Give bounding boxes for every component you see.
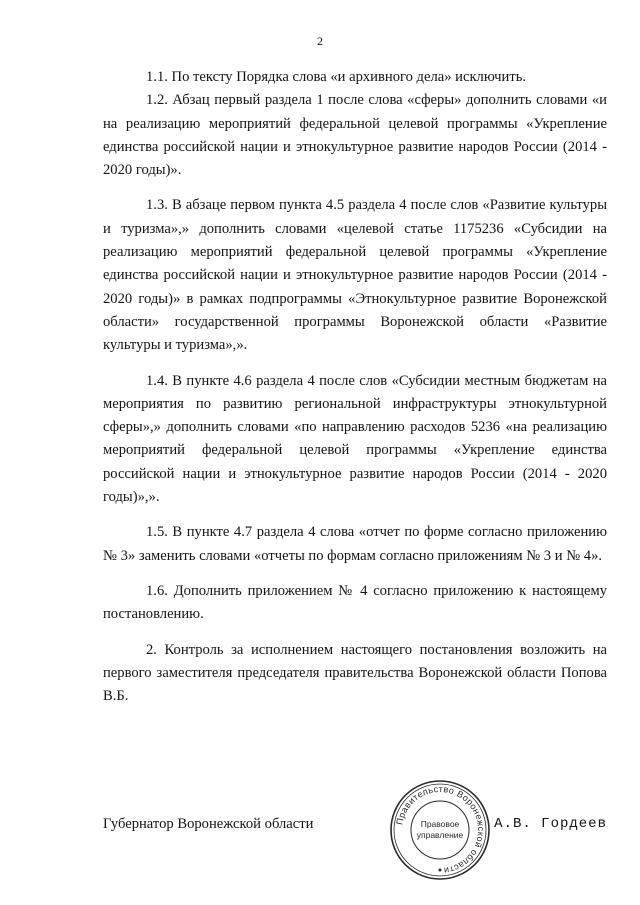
paragraph-1-2: 1.2. Абзац первый раздела 1 после слова «сферы» дополнить словами «и на реализацию мероприятий федеральной целевой программы «Укрепление единства российской нации и этнокультурное развитие народов России (2014 - 2020 годы)».	[103, 92, 607, 179]
stamp-ring-text: Правительство Воронежской области	[394, 783, 487, 876]
page-number: 2	[317, 34, 323, 48]
paragraph-1-5: 1.5. В пункте 4.7 раздела 4 слова «отчет по форме согласно приложению № 3» заменить словами «отчеты по формам согласно приложениям № 3 и № 4».	[103, 524, 607, 564]
paragraph-2: 2. Контроль за исполнением настоящего постановления возложить на первого заместителя председателя правительства Воронежской области Попова В.Б.	[103, 641, 607, 705]
signatory-title: Губернатор Воронежской области	[103, 816, 314, 832]
stamp-center-line-1: Правовое	[420, 819, 460, 829]
signature-block	[103, 816, 607, 840]
stamp-center-line-2: управление	[416, 830, 464, 840]
signatory-name: А.В. Гордеев	[494, 816, 607, 832]
paragraph-1-1: 1.1. По тексту Порядка слова «и архивного дела» исключить.	[146, 69, 527, 85]
document-body	[103, 66, 607, 708]
paragraph-1-6: 1.6. Дополнить приложением № 4 согласно приложению к настоящему постановлению.	[103, 582, 607, 623]
paragraph-1-4: 1.4. В пункте 4.6 раздела 4 после слов «Субсидии местным бюджетам на мероприятия по развитию региональной инфраструктуры этнокультурной сферы»,» дополнить словами «по направлению расходов 5236 «на реализацию мероприятий федеральной целевой программы «Укрепление единства российской нации и этнокультурное развитие народов России (2014 - 2020 годы)»,».	[103, 372, 607, 506]
official-stamp	[388, 778, 492, 882]
paragraph-1-3: 1.3. В абзаце первом пункта 4.5 раздела 4 после слов «Развитие культуры и туризма»,» дополнить словами «целевой статье 1175236 «Субсидии на реализацию мероприятий федеральной целевой программы «Укрепление единства российской нации и этнокультурное развитие народов России (2014 - 2020 годы)» в рамках подпрограммы «Этнокультурное развитие Воронежской области» государственной программы Воронежской области «Развитие культуры и туризма»,».	[103, 197, 607, 354]
stamp-dot-icon	[439, 869, 442, 872]
stamp-seal-icon	[388, 778, 492, 882]
